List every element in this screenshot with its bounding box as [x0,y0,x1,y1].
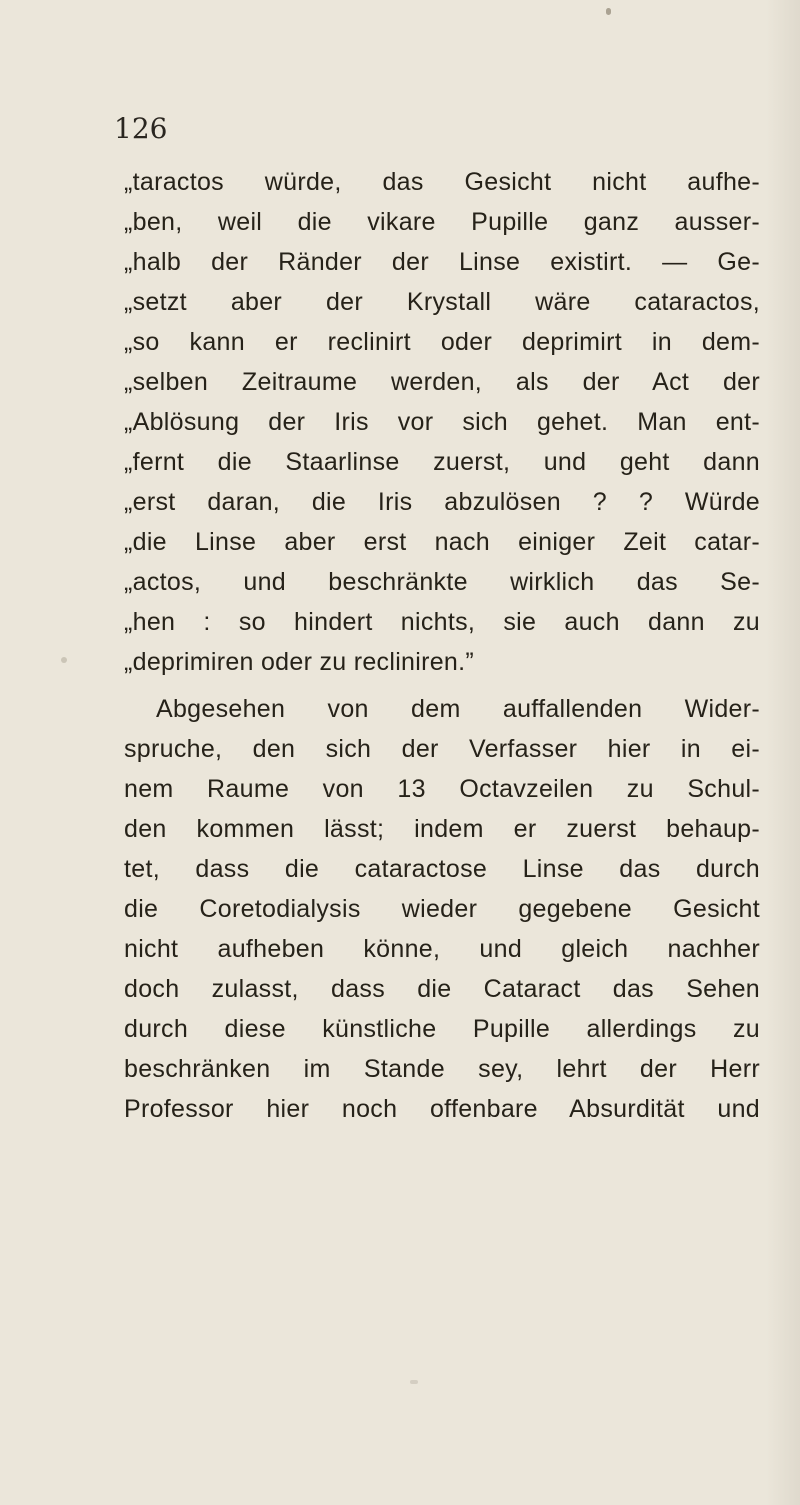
body-line: nicht aufheben könne, und gleich nachher [124,935,760,963]
body-line: Professor hier noch offenbare Absurdität und [124,1095,760,1123]
paper-speck [606,8,611,15]
body-line: Abgesehen von dem auffallenden Wider- [156,695,760,723]
quote-line: „fernt die Staarlinse zuerst, und geht dann [124,448,760,476]
body-line: beschränken im Stande sey, lehrt der Herr [124,1055,760,1083]
body-line: spruche, den sich der Verfasser hier in ei- [124,735,760,763]
quote-line: „Ablösung der Iris vor sich gehet. Man ent- [124,408,760,436]
quote-line: „halb der Ränder der Linse existirt. — Ge- [124,248,760,276]
quote-line: „setzt aber der Krystall wäre cataractos, [124,288,760,316]
page-edge-shadow [766,0,800,1505]
body-line: die Coretodialysis wieder gegebene Gesicht [124,895,760,923]
quote-line: „erst daran, die Iris abzulösen ? ? Würde [124,488,760,516]
body-line: durch diese künstliche Pupille allerdings zu [124,1015,760,1043]
quote-line: „ben, weil die vikare Pupille ganz ausser- [124,208,760,236]
quoted-passage [124,162,760,682]
body-line: den kommen lässt; indem er zuerst behaup- [124,815,760,843]
body-line: tet, dass die cataractose Linse das durch [124,855,760,883]
body-line: doch zulasst, dass die Cataract das Sehen [124,975,760,1003]
paper-speck [61,657,67,663]
quote-line: „deprimiren oder zu recliniren.” [124,648,475,676]
page-number: 126 [114,112,168,145]
quote-line: „die Linse aber erst nach einiger Zeit catar- [124,528,760,556]
quote-line: „selben Zeitraume werden, als der Act der [124,368,760,396]
body-line: nem Raume von 13 Octavzeilen zu Schul- [124,775,760,803]
quote-line: „so kann er reclinirt oder deprimirt in dem- [124,328,760,356]
quote-line: „taractos würde, das Gesicht nicht aufhe- [124,168,760,196]
quote-line: „actos, und beschränkte wirklich das Se- [124,568,760,596]
body-paragraph [124,689,760,1129]
paper-speck [410,1380,418,1384]
quote-line: „hen : so hindert nichts, sie auch dann zu [124,608,760,636]
